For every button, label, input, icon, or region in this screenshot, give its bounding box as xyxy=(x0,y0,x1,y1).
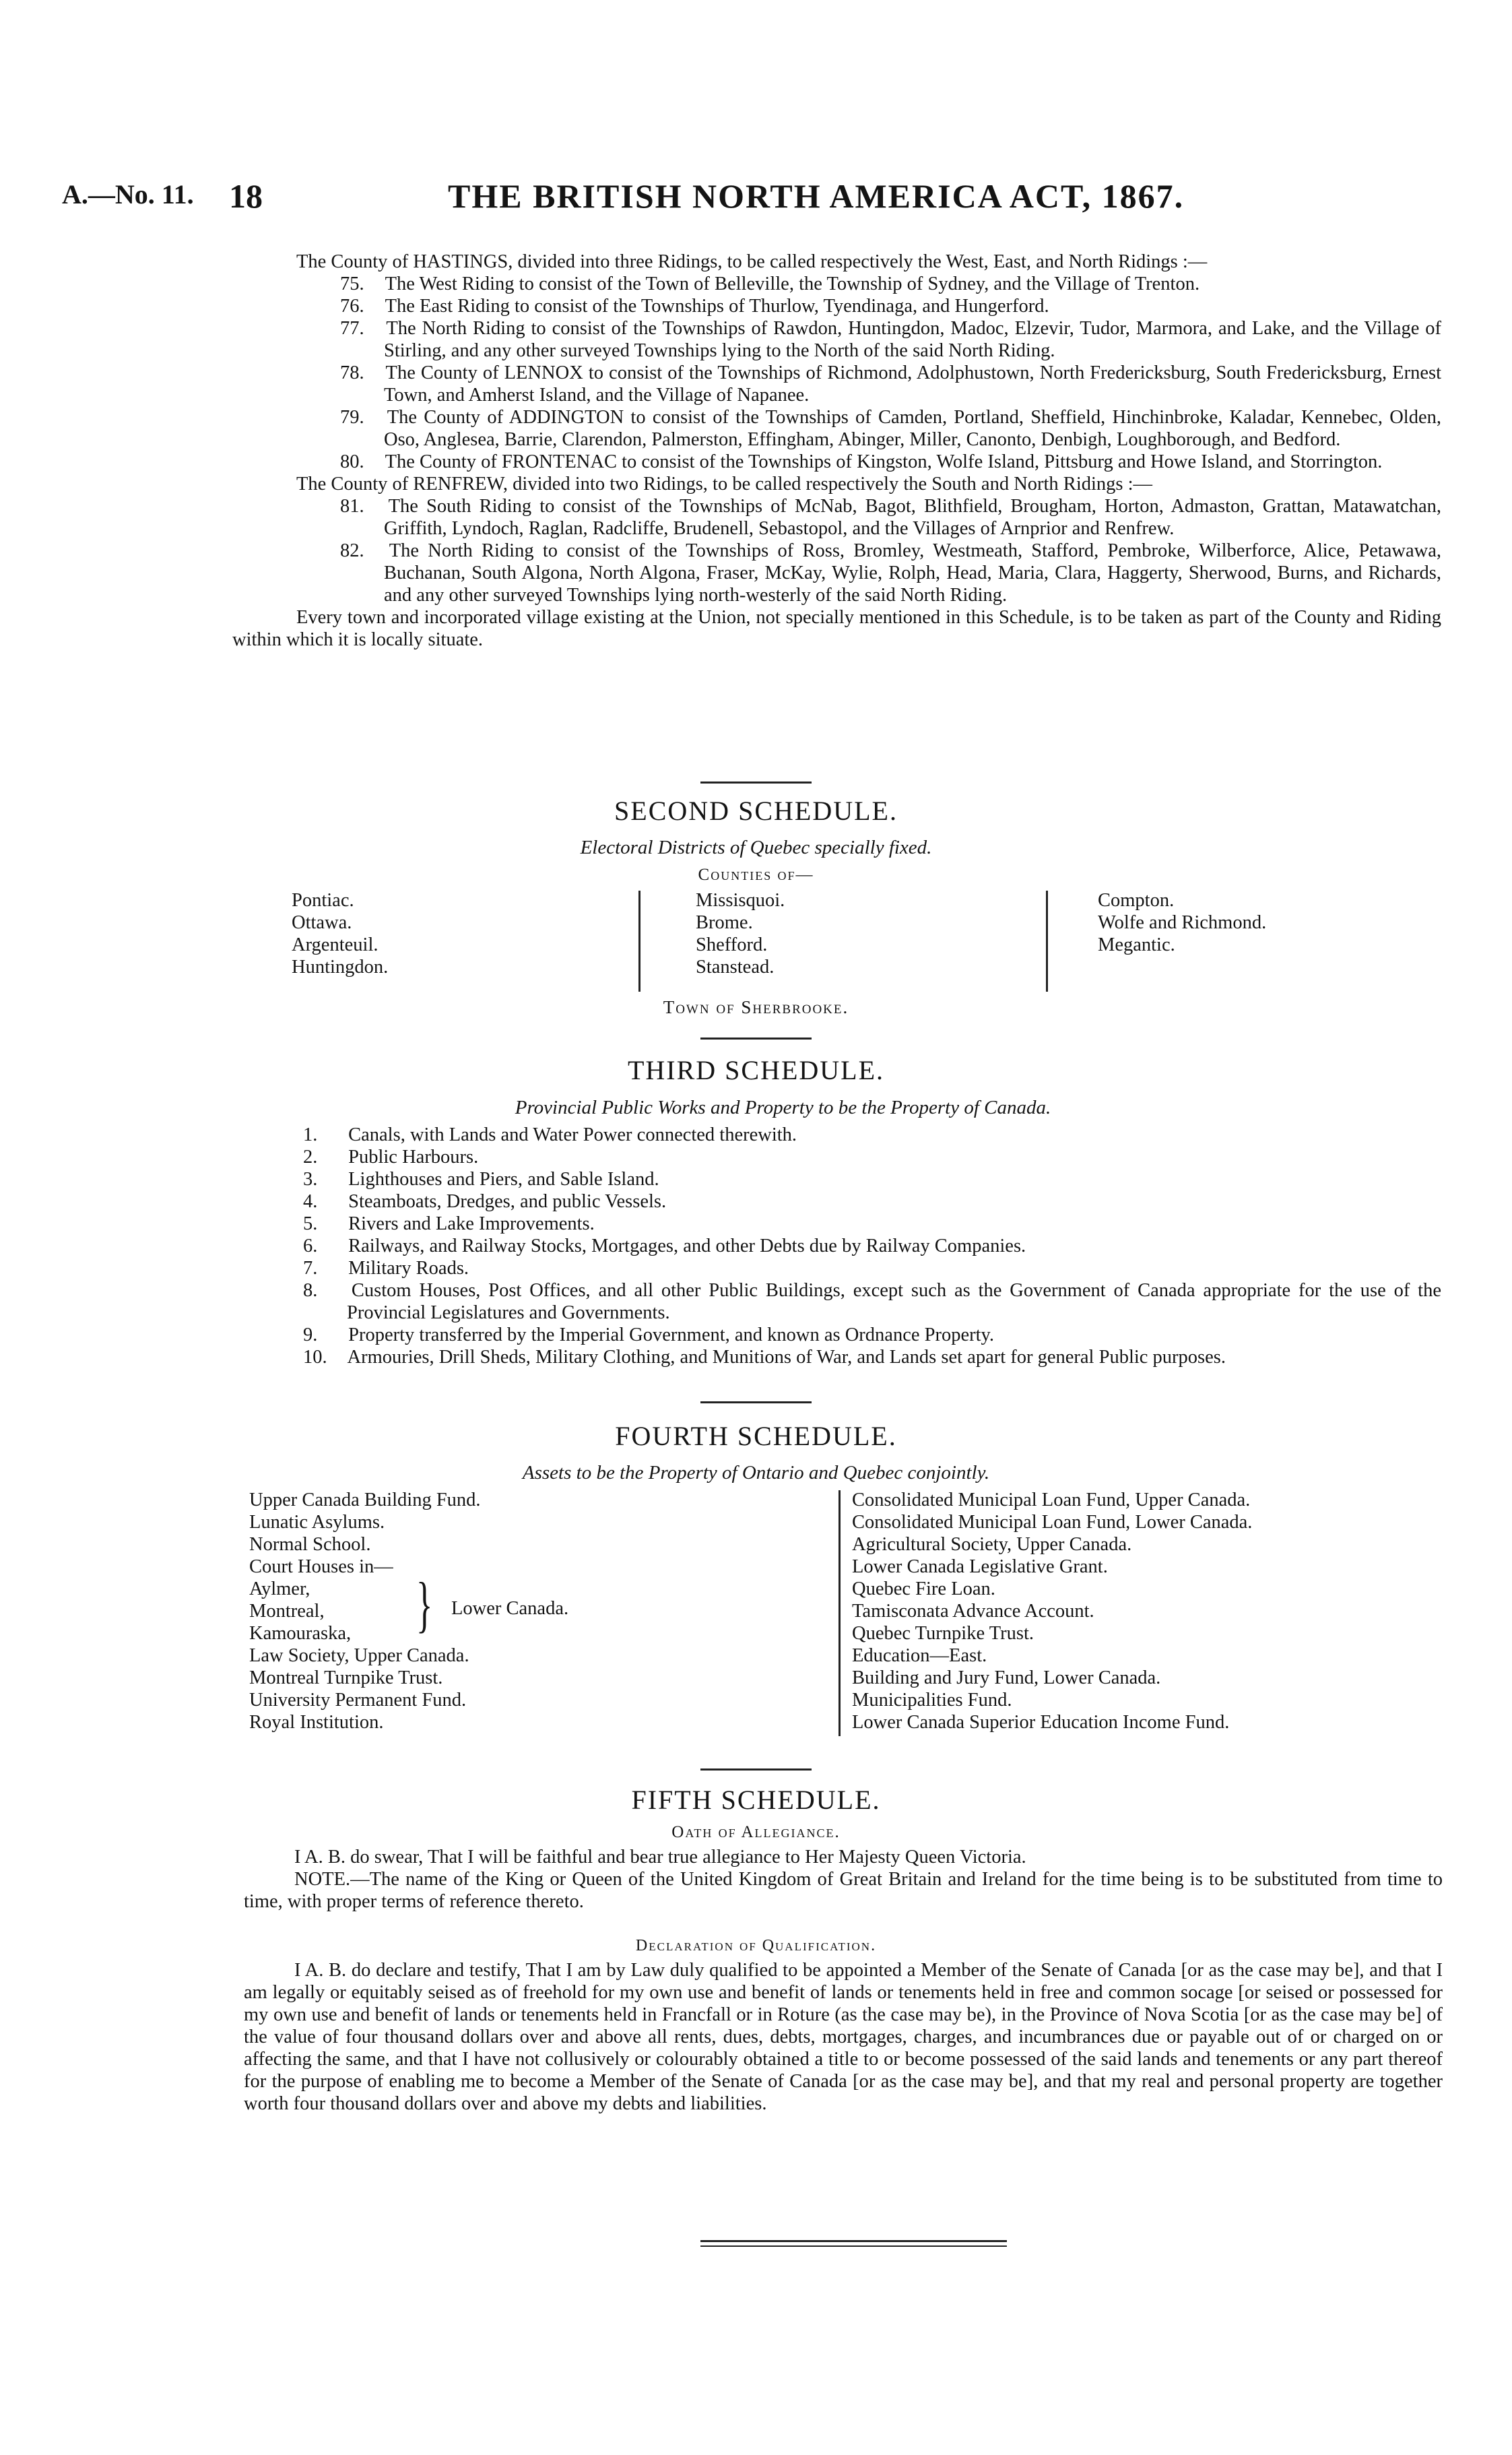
item-text: Canals, with Lands and Water Power connected therewith. xyxy=(343,1124,797,1145)
item-number: 8. xyxy=(303,1280,318,1301)
district-name: Huntingdon. xyxy=(292,957,389,978)
item-number: 4. xyxy=(303,1191,318,1212)
third-schedule-items xyxy=(249,1124,1441,1368)
declaration-body xyxy=(244,1959,1443,2115)
asset-item: Lower Canada Superior Education Income Fund. xyxy=(852,1712,1230,1733)
oath-title: Oath of Allegiance. xyxy=(671,1823,841,1841)
court-house-item: Court Houses in— xyxy=(249,1556,393,1577)
column-divider xyxy=(638,891,640,992)
hastings-items xyxy=(232,273,1441,473)
riding-item xyxy=(232,317,1441,362)
item-number: 80. xyxy=(340,451,364,472)
riding-item xyxy=(232,273,1441,295)
asset-item: Tamisconata Advance Account. xyxy=(852,1601,1094,1622)
declaration-title: Declaration of Qualification. xyxy=(635,1937,877,1954)
first-schedule-continuation xyxy=(232,251,1441,651)
fifth-schedule-title: FIFTH SCHEDULE. xyxy=(631,1785,881,1815)
asset-item: Quebec Fire Loan. xyxy=(852,1579,995,1599)
item-text: Steamboats, Dredges, and public Vessels. xyxy=(343,1191,667,1212)
item-number: 10. xyxy=(303,1347,327,1368)
fourth-schedule-subtitle: Assets to be the Property of Ontario and Quebec conjointly. xyxy=(522,1462,990,1484)
hastings-intro: The County of HASTINGS, divided into three Ridings, to be called respectively the West, East, and North Ridings :— xyxy=(296,251,1208,272)
asset-item: Royal Institution. xyxy=(249,1712,384,1733)
asset-item: University Permanent Fund. xyxy=(249,1690,467,1711)
district-name: Megantic. xyxy=(1098,934,1175,955)
asset-item: Agricultural Society, Upper Canada. xyxy=(852,1534,1132,1555)
public-work-item xyxy=(249,1324,1441,1346)
oath-note: NOTE.—The name of the King or Queen of the United Kingdom of Great Britain and Ireland for the time being is to be substituted from time to time, with proper terms of reference thereto. xyxy=(244,1869,1443,1912)
item-text: Public Harbours. xyxy=(343,1147,479,1168)
column-divider xyxy=(1046,891,1048,992)
item-number: 5. xyxy=(303,1213,318,1234)
riding-item xyxy=(232,495,1441,540)
asset-item: Consolidated Municipal Loan Fund, Upper Canada. xyxy=(852,1490,1251,1510)
district-name: Pontiac. xyxy=(292,890,354,911)
item-text: Property transferred by the Imperial Government, and known as Ordnance Property. xyxy=(343,1325,995,1345)
third-schedule-title: THIRD SCHEDULE. xyxy=(627,1055,885,1085)
item-text: Lighthouses and Piers, and Sable Island. xyxy=(343,1169,659,1190)
asset-item: Lower Canada Legislative Grant. xyxy=(852,1556,1108,1577)
second-schedule-title: SECOND SCHEDULE. xyxy=(614,796,898,826)
item-number: 76. xyxy=(340,296,364,317)
page-number: 18 xyxy=(229,177,263,215)
district-name: Brome. xyxy=(696,912,753,933)
riding-item xyxy=(232,540,1441,606)
second-schedule-subtitle: Electoral Districts of Quebec specially fixed. xyxy=(580,837,932,858)
riding-item xyxy=(232,295,1441,317)
item-number: 78. xyxy=(340,362,364,383)
item-text: Rivers and Lake Improvements. xyxy=(343,1213,595,1234)
section-divider xyxy=(700,782,812,784)
public-work-item xyxy=(249,1279,1441,1324)
court-house-item: Kamouraska, xyxy=(249,1623,352,1644)
end-rule-top xyxy=(700,2240,1007,2242)
item-number: 82. xyxy=(340,540,364,561)
asset-item: Education—East. xyxy=(852,1645,987,1666)
item-text: Custom Houses, Post Offices, and all other Public Buildings, except such as the Government of Canada appropriate for the use of the Provincial Legislatures and Governments. xyxy=(343,1280,1441,1323)
item-text: The East Riding to consist of the Townships of Thurlow, Tyendinaga, and Hungerford. xyxy=(381,296,1049,317)
riding-item xyxy=(232,406,1441,451)
item-text: Railways, and Railway Stocks, Mortgages, and other Debts due by Railway Companies. xyxy=(343,1236,1026,1256)
court-house-item: Montreal, xyxy=(249,1601,325,1622)
item-text: The County of FRONTENAC to consist of the Townships of Kingston, Wolfe Island, Pittsburg and Howe Island, and Storrington. xyxy=(381,451,1383,472)
asset-item: Consolidated Municipal Loan Fund, Lower Canada. xyxy=(852,1512,1253,1533)
oath-text: I A. B. do swear, That I will be faithful and bear true allegiance to Her Majesty Queen Victoria. xyxy=(294,1847,1026,1868)
town-of-sherbrooke: Town of Sherbrooke. xyxy=(663,997,849,1017)
section-divider xyxy=(700,1401,812,1403)
item-number: 77. xyxy=(340,318,364,339)
district-name: Stanstead. xyxy=(696,957,775,978)
public-work-item xyxy=(249,1346,1441,1368)
asset-item: Law Society, Upper Canada. xyxy=(249,1645,469,1666)
item-number: 2. xyxy=(303,1147,318,1168)
item-number: 79. xyxy=(340,407,364,428)
item-text: The North Riding to consist of the Townships of Rawdon, Huntingdon, Madoc, Elzevir, Tudor, Marmora, and Lake, and the Village of Stirling, and any other surveyed Townships lying to the North of the said North Riding. xyxy=(381,318,1441,361)
third-schedule-subtitle: Provincial Public Works and Property to be the Property of Canada. xyxy=(515,1097,1051,1118)
document-reference: A.—No. 11. xyxy=(62,179,194,210)
item-number: 75. xyxy=(340,274,364,294)
item-text: Armouries, Drill Sheds, Military Clothing, and Munitions of War, and Lands set apart for general Public purposes. xyxy=(343,1347,1226,1368)
item-number: 7. xyxy=(303,1258,318,1279)
item-number: 6. xyxy=(303,1236,318,1256)
riding-item xyxy=(232,451,1441,473)
court-houses-group xyxy=(249,1556,569,1645)
quebec-districts-column-2 xyxy=(696,889,785,978)
public-work-item xyxy=(249,1124,1441,1146)
declaration-text: I A. B. do declare and testify, That I am by Law duly qualified to be appointed a Member of the Senate of Canada [or as the case may be], and that I am legally or equitably seised as of freehold for my own use and benefit of lands or tenements held in free and common socage [or seised or possessed for my own use and benefit of lands or tenements held in Francfall or in Roture (as the case may be), in the Province of Nova Scotia [or as the case may be] of the value of four thousand dollars over and above all rents, dues, debts, mortgages, charges, and incumbrances due or payable out of or charged on or affecting the same, and that I have not collusively or colourably obtained a title to or become possessed of the said lands and tenements or any part thereof for the purpose of enabling me to become a Member of the Senate of Canada [or as the case may be], and that my real and personal property are together worth four thousand dollars over and above my debts and liabilities. xyxy=(244,1960,1443,2114)
item-number: 9. xyxy=(303,1325,318,1345)
district-name: Argenteuil. xyxy=(292,934,379,955)
district-name: Missisquoi. xyxy=(696,890,785,911)
asset-item: Lunatic Asylums. xyxy=(249,1512,385,1533)
public-work-item xyxy=(249,1168,1441,1190)
item-text: The West Riding to consist of the Town of Belleville, the Township of Sydney, and the Village of Trenton. xyxy=(381,274,1200,294)
district-name: Ottawa. xyxy=(292,912,352,933)
end-rule-bottom xyxy=(700,2245,1007,2247)
item-number: 81. xyxy=(340,496,364,517)
public-work-item xyxy=(249,1146,1441,1168)
public-work-item xyxy=(249,1190,1441,1213)
asset-item: Municipalities Fund. xyxy=(852,1690,1012,1711)
item-text: The North Riding to consist of the Townships of Ross, Bromley, Westmeath, Stafford, Pembroke, Wilberforce, Alice, Petawawa, Buchanan, South Algona, North Algona, Fraser, McKay, Wylie, Rolph, Head, Maria, Clara, Haggerty, Sherwood, Burns, and Richards, and any other surveyed Townships lying north-westerly of the said North Riding. xyxy=(381,540,1441,606)
public-work-item xyxy=(249,1213,1441,1235)
closing-paragraph: Every town and incorporated village existing at the Union, not specially mentioned in this Schedule, is to be taken as part of the County and Riding within which it is locally situate. xyxy=(232,607,1441,650)
public-work-item xyxy=(249,1235,1441,1257)
fourth-schedule-right-column xyxy=(852,1489,1252,1733)
public-work-item xyxy=(249,1257,1441,1279)
renfrew-intro: The County of RENFREW, divided into two Ridings, to be called respectively the South and North Ridings :— xyxy=(296,474,1153,495)
asset-item: Upper Canada Building Fund. xyxy=(249,1490,481,1510)
riding-item xyxy=(232,362,1441,406)
quebec-districts-column-3 xyxy=(1098,889,1266,956)
page-title: THE BRITISH NORTH AMERICA ACT, 1867. xyxy=(448,177,1185,215)
district-name: Shefford. xyxy=(696,934,768,955)
item-text: The County of LENNOX to consist of the Townships of Richmond, Adolphustown, North Fredericksburg, South Fredericksburg, Ernest Town, and Amherst Island, and the Village of Napanee. xyxy=(381,362,1441,406)
section-divider xyxy=(700,1768,812,1771)
court-house-item: Aylmer, xyxy=(249,1579,310,1599)
item-text: Military Roads. xyxy=(343,1258,469,1279)
fourth-schedule-title: FOURTH SCHEDULE. xyxy=(615,1421,897,1451)
renfrew-items xyxy=(232,495,1441,606)
item-text: The County of ADDINGTON to consist of the Townships of Camden, Portland, Sheffield, Hinchinbroke, Kaladar, Kennebec, Olden, Oso, Anglesea, Barrie, Clarendon, Palmerston, Effingham, Abinger, Miller, Canonto, Denbigh, Loughborough, and Bedford. xyxy=(381,407,1441,450)
fourth-schedule-left-column xyxy=(249,1489,569,1733)
district-name: Compton. xyxy=(1098,890,1175,911)
item-number: 1. xyxy=(303,1124,318,1145)
section-divider xyxy=(700,1038,812,1040)
item-number: 3. xyxy=(303,1169,318,1190)
quebec-districts-column-1 xyxy=(292,889,388,978)
brace: } xyxy=(416,1570,433,1638)
asset-item: Normal School. xyxy=(249,1534,371,1555)
asset-item: Quebec Turnpike Trust. xyxy=(852,1623,1034,1644)
column-divider xyxy=(839,1490,841,1736)
counties-label: Counties of— xyxy=(698,866,814,884)
district-name: Wolfe and Richmond. xyxy=(1098,912,1267,933)
lower-canada-note: Lower Canada. xyxy=(451,1598,569,1619)
asset-item: Building and Jury Fund, Lower Canada. xyxy=(852,1667,1161,1688)
asset-item: Montreal Turnpike Trust. xyxy=(249,1667,443,1688)
item-text: The South Riding to consist of the Townships of McNab, Bagot, Blithfield, Brougham, Horton, Admaston, Grattan, Matawatchan, Griffith, Lyndoch, Raglan, Radcliffe, Brudenell, Sebastopol, and the Villages of Arnprior and Renfrew. xyxy=(381,496,1441,539)
fifth-schedule-body xyxy=(244,1846,1443,1913)
